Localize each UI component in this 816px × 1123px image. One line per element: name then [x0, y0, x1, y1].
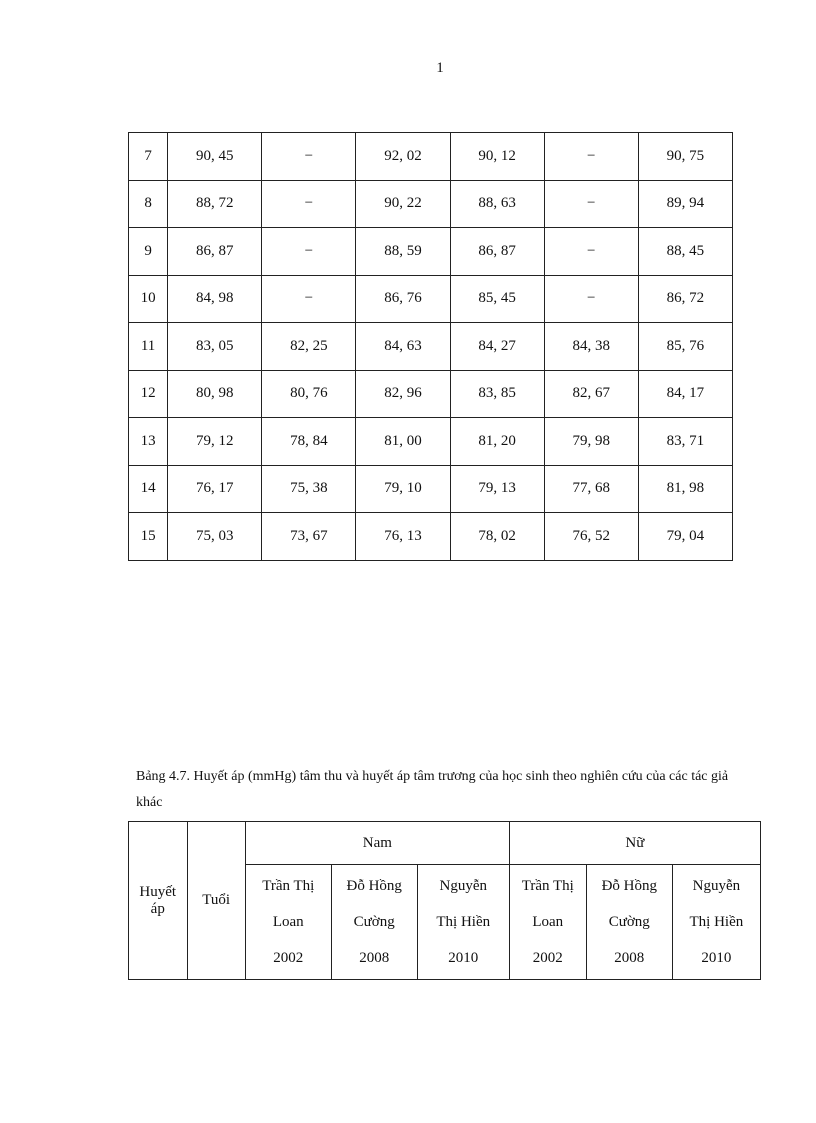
blood-pressure-data-table [128, 132, 733, 561]
value-cell: 78, 02 [450, 513, 544, 561]
value-cell: 75, 03 [168, 513, 262, 561]
table-row [129, 370, 733, 418]
author-header-cell: Nguyễn Thị Hiền 2010 [672, 865, 760, 980]
value-cell: 90, 22 [356, 180, 450, 228]
value-cell: 90, 75 [638, 133, 732, 181]
table-row [129, 228, 733, 276]
value-cell: 90, 45 [168, 133, 262, 181]
table-row [129, 465, 733, 513]
value-cell: 84, 98 [168, 275, 262, 323]
age-cell: 11 [129, 323, 168, 371]
value-cell: 81, 00 [356, 418, 450, 466]
value-cell: 79, 10 [356, 465, 450, 513]
value-cell: 79, 98 [544, 418, 638, 466]
header-tuoi: Tuổi [187, 822, 245, 980]
value-cell: − [544, 228, 638, 276]
value-cell: 82, 25 [262, 323, 356, 371]
author-header-cell: Đỗ Hồng Cường 2008 [586, 865, 672, 980]
header-group-nam: Nam [245, 822, 509, 865]
value-cell: 76, 13 [356, 513, 450, 561]
age-cell: 15 [129, 513, 168, 561]
value-cell: 88, 72 [168, 180, 262, 228]
value-cell: 84, 63 [356, 323, 450, 371]
age-cell: 12 [129, 370, 168, 418]
value-cell: 79, 04 [638, 513, 732, 561]
author-header-cell: Trần Thị Loan 2002 [245, 865, 331, 980]
value-cell: 86, 87 [450, 228, 544, 276]
value-cell: 88, 45 [638, 228, 732, 276]
table-row [129, 418, 733, 466]
author-header-cell: Trần Thị Loan 2002 [509, 865, 586, 980]
value-cell: − [262, 275, 356, 323]
age-cell: 10 [129, 275, 168, 323]
value-cell: 82, 96 [356, 370, 450, 418]
value-cell: 88, 59 [356, 228, 450, 276]
value-cell: − [544, 133, 638, 181]
value-cell: 89, 94 [638, 180, 732, 228]
value-cell: 85, 76 [638, 323, 732, 371]
value-cell: 76, 17 [168, 465, 262, 513]
value-cell: − [544, 180, 638, 228]
value-cell: 79, 13 [450, 465, 544, 513]
value-cell: 84, 38 [544, 323, 638, 371]
value-cell: 73, 67 [262, 513, 356, 561]
value-cell: 83, 05 [168, 323, 262, 371]
value-cell: 78, 84 [262, 418, 356, 466]
value-cell: − [262, 228, 356, 276]
table-row [129, 275, 733, 323]
value-cell: 86, 87 [168, 228, 262, 276]
age-cell: 7 [129, 133, 168, 181]
value-cell: 86, 72 [638, 275, 732, 323]
value-cell: 79, 12 [168, 418, 262, 466]
age-cell: 13 [129, 418, 168, 466]
age-cell: 14 [129, 465, 168, 513]
value-cell: 80, 98 [168, 370, 262, 418]
value-cell: 84, 27 [450, 323, 544, 371]
value-cell: 86, 76 [356, 275, 450, 323]
author-header-cell: Nguyễn Thị Hiền 2010 [417, 865, 509, 980]
header-huyet-ap: Huyết áp [129, 822, 188, 980]
age-cell: 8 [129, 180, 168, 228]
author-header-cell: Đỗ Hồng Cường 2008 [331, 865, 417, 980]
value-cell: 75, 38 [262, 465, 356, 513]
header-group-nu: Nữ [509, 822, 760, 865]
value-cell: − [262, 133, 356, 181]
table-row [129, 323, 733, 371]
table-row [129, 180, 733, 228]
value-cell: 85, 45 [450, 275, 544, 323]
value-cell: − [544, 275, 638, 323]
value-cell: 76, 52 [544, 513, 638, 561]
page-number: 1 [436, 60, 444, 76]
table-caption: Bảng 4.7. Huyết áp (mmHg) tâm thu và huyết áp tâm trương của học sinh theo nghiên cứu của các tác giả khác [136, 769, 729, 810]
value-cell: 92, 02 [356, 133, 450, 181]
value-cell: − [262, 180, 356, 228]
table-row [129, 133, 733, 181]
value-cell: 77, 68 [544, 465, 638, 513]
value-cell: 83, 85 [450, 370, 544, 418]
value-cell: 84, 17 [638, 370, 732, 418]
value-cell: 80, 76 [262, 370, 356, 418]
comparison-header-table [128, 821, 761, 980]
age-cell: 9 [129, 228, 168, 276]
value-cell: 83, 71 [638, 418, 732, 466]
value-cell: 81, 20 [450, 418, 544, 466]
value-cell: 88, 63 [450, 180, 544, 228]
table-row [129, 513, 733, 561]
value-cell: 81, 98 [638, 465, 732, 513]
value-cell: 82, 67 [544, 370, 638, 418]
value-cell: 90, 12 [450, 133, 544, 181]
